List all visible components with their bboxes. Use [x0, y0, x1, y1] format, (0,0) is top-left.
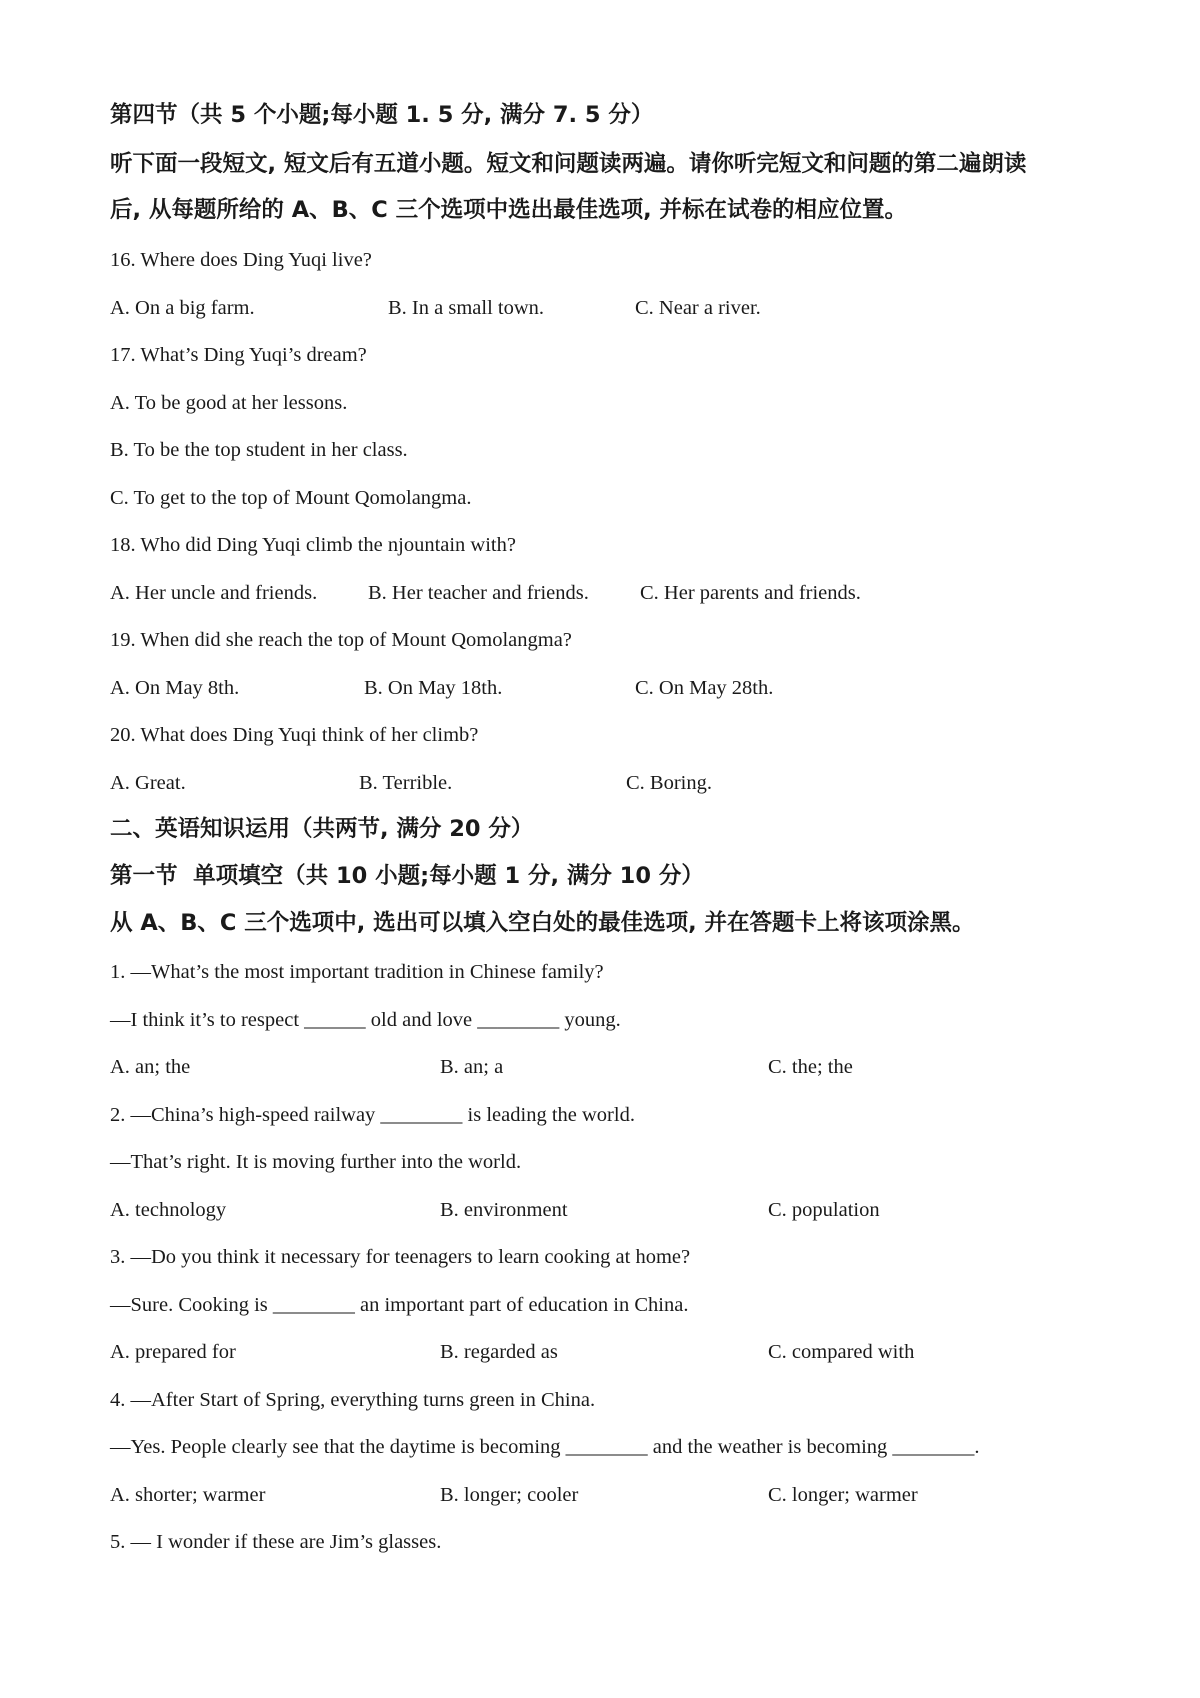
question-19-stem: 19. When did she reach the top of Mount Qomolangma?	[110, 629, 572, 651]
question-18-option-b: B. Her teacher and friends.	[368, 582, 589, 604]
question-20-option-c: C. Boring.	[626, 772, 712, 794]
question-19-option-c: C. On May 28th.	[635, 677, 774, 699]
question-1-line-2: —I think it’s to respect ______ old and love ________ young.	[110, 1009, 621, 1031]
section-heading-2: 第一节 单项填空（共 10 小题;每小题 1 分, 满分 10 分）	[110, 863, 704, 889]
question-19-option-a: A. On May 8th.	[110, 677, 240, 699]
section-heading: 第四节（共 5 个小题;每小题 1. 5 分, 满分 7. 5 分）	[110, 102, 654, 128]
instruction-line-1: 听下面一段短文, 短文后有五道小题。短文和问题读两遍。请你听完短文和问题的第二遍朗读	[110, 151, 1027, 177]
question-16-option-b: B. In a small town.	[388, 297, 545, 319]
question-18-option-a: A. Her uncle and friends.	[110, 582, 318, 604]
question-5-line-1: 5. — I wonder if these are Jim’s glasses.	[110, 1531, 442, 1553]
question-16-option-c: C. Near a river.	[635, 297, 761, 319]
question-1-line-1: 1. —What’s the most important tradition in Chinese family?	[110, 961, 604, 983]
question-17-option-a: A. To be good at her lessons.	[110, 392, 348, 414]
question-1-option-b: B. an; a	[440, 1056, 504, 1078]
part-heading: 二、英语知识运用（共两节, 满分 20 分）	[110, 816, 534, 842]
question-3-option-c: C. compared with	[768, 1341, 915, 1363]
question-4-option-c: C. longer; warmer	[768, 1484, 918, 1506]
question-16-option-a: A. On a big farm.	[110, 297, 255, 319]
question-4-option-a: A. shorter; warmer	[110, 1484, 266, 1506]
question-20-option-b: B. Terrible.	[359, 772, 453, 794]
question-3-line-2: —Sure. Cooking is ________ an important part of education in China.	[110, 1294, 689, 1316]
question-3-option-a: A. prepared for	[110, 1341, 236, 1363]
question-1-option-c: C. the; the	[768, 1056, 853, 1078]
instruction-line-3: 从 A、B、C 三个选项中, 选出可以填入空白处的最佳选项, 并在答题卡上将该项涂黑。	[110, 910, 975, 936]
question-18-stem: 18. Who did Ding Yuqi climb the njountain with?	[110, 534, 516, 556]
instruction-line-2: 后, 从每题所给的 A、B、C 三个选项中选出最佳选项, 并标在试卷的相应位置。	[110, 197, 908, 223]
question-20-stem: 20. What does Ding Yuqi think of her climb?	[110, 724, 479, 746]
question-20-option-a: A. Great.	[110, 772, 186, 794]
question-2-option-c: C. population	[768, 1199, 880, 1221]
question-2-option-a: A. technology	[110, 1199, 227, 1221]
question-17-stem: 17. What’s Ding Yuqi’s dream?	[110, 344, 367, 366]
question-16-stem: 16. Where does Ding Yuqi live?	[110, 249, 372, 271]
question-3-option-b: B. regarded as	[440, 1341, 558, 1363]
question-18-option-c: C. Her parents and friends.	[640, 582, 861, 604]
question-2-line-1: 2. —China’s high-speed railway ________ is leading the world.	[110, 1104, 635, 1126]
question-4-line-1: 4. —After Start of Spring, everything turns green in China.	[110, 1389, 596, 1411]
question-19-option-b: B. On May 18th.	[364, 677, 503, 699]
question-4-line-2: —Yes. People clearly see that the daytime is becoming ________ and the weather is becoming ________.	[110, 1436, 980, 1458]
question-2-line-2: —That’s right. It is moving further into the world.	[110, 1151, 522, 1173]
question-17-option-c: C. To get to the top of Mount Qomolangma.	[110, 487, 472, 509]
question-4-option-b: B. longer; cooler	[440, 1484, 579, 1506]
question-17-option-b: B. To be the top student in her class.	[110, 439, 408, 461]
question-3-line-1: 3. —Do you think it necessary for teenagers to learn cooking at home?	[110, 1246, 691, 1268]
question-2-option-b: B. environment	[440, 1199, 568, 1221]
question-1-option-a: A. an; the	[110, 1056, 191, 1078]
